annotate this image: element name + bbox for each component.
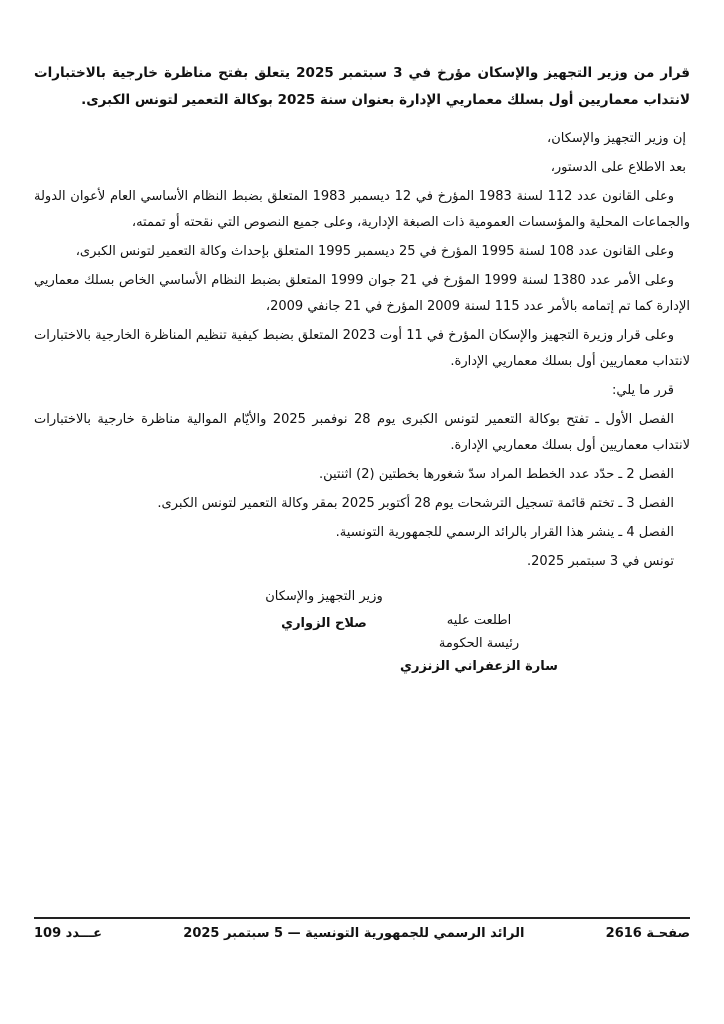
- visa-paragraph-law-112: وعلى القانون عدد 112 لسنة 1983 المؤرخ في 12 ديسمبر 1983 المتعلق بضبط النظام الأساسي العام لأعوان الدولة والجماعات المحلية والمؤسسات العمومية ذات الصبغة الإدارية، وعلى جميع النصوص التي نقحته أو تممته،: [34, 189, 690, 230]
- page-footer: [34, 917, 690, 941]
- footer-issue-number: عـــدد 109: [34, 926, 103, 941]
- preamble-line-minister: إن وزير التجهيز والإسكان،: [547, 131, 686, 146]
- footer-page-number: صفحـة 2616: [605, 926, 690, 941]
- pm-role: رئيسة الحكومة: [438, 636, 520, 651]
- article-2: الفصل 2 ـ حدّد عدد الخطط المراد سدّ شغورها بخطتين (2) اثنتين.: [318, 467, 674, 482]
- visa-paragraph-order-2023: وعلى قرار وزيرة التجهيز والإسكان المؤرخ في 11 أوت 2023 المتعلق بضبط كيفية تنظيم المناظرة الخارجية بالاختبارات لانتداب معماريين أول بسلك معماريي الإدارة.: [34, 328, 690, 369]
- visa-paragraph-decree-1380: وعلى الأمر عدد 1380 لسنة 1999 المؤرخ في 21 جوان 1999 المتعلق بضبط النظام الأساسي الخاص بسلك معماريي الإدارة كما تم إتمامه بالأمر عدد 115 لسنة 2009 المؤرخ في 21 جانفي 2009،: [34, 273, 690, 314]
- preamble-line-constitution: بعد الاطلاع على الدستور،: [550, 160, 686, 175]
- place-date: تونس في 3 سبتمبر 2025.: [527, 554, 674, 569]
- seen-by-label: اطلعت عليه: [446, 613, 512, 628]
- decree-title: قرار من وزير التجهيز والإسكان مؤرخ في 3 سبتمبر 2025 يتعلق بفتح مناظرة خارجية بالاختبارات لانتداب معماريين أول بسلك معماريي الإدارة بعنوان سنة 2025 بوكالة التعمير لتونس الكبرى.: [34, 65, 690, 108]
- pm-name: سارة الزعفراني الزنزري: [400, 659, 558, 674]
- minister-role: وزير التجهيز والإسكان: [265, 589, 383, 604]
- article-3: الفصل 3 ـ تختم قائمة تسجيل الترشحات يوم 28 أكتوبر 2025 بمقر وكالة التعمير لتونس الكبرى.: [157, 496, 674, 511]
- decision-lead: قرر ما يلي:: [612, 383, 674, 398]
- footer-journal-title: الرائد الرسمي للجمهورية التونسية — 5 سبتمبر 2025: [183, 926, 525, 941]
- article-1: الفصل الأول ـ تفتح بوكالة التعمير لتونس الكبرى يوم 28 نوفمبر 2025 والأيّام الموالية مناظرة خارجية بالاختبارات لانتداب معماريين أول بسلك معماريي الإدارة.: [34, 412, 690, 453]
- signature-block: [34, 581, 690, 701]
- minister-name: صلاح الزواري: [281, 616, 367, 631]
- visa-paragraph-law-108: وعلى القانون عدد 108 لسنة 1995 المؤرخ في 25 ديسمبر 1995 المتعلق بإحداث وكالة التعمير لتونس الكبرى،: [75, 244, 674, 259]
- article-4: الفصل 4 ـ ينشر هذا القرار بالرائد الرسمي للجمهورية التونسية.: [335, 525, 674, 540]
- signature-seen-by: [384, 609, 574, 678]
- footer-row: [34, 926, 690, 941]
